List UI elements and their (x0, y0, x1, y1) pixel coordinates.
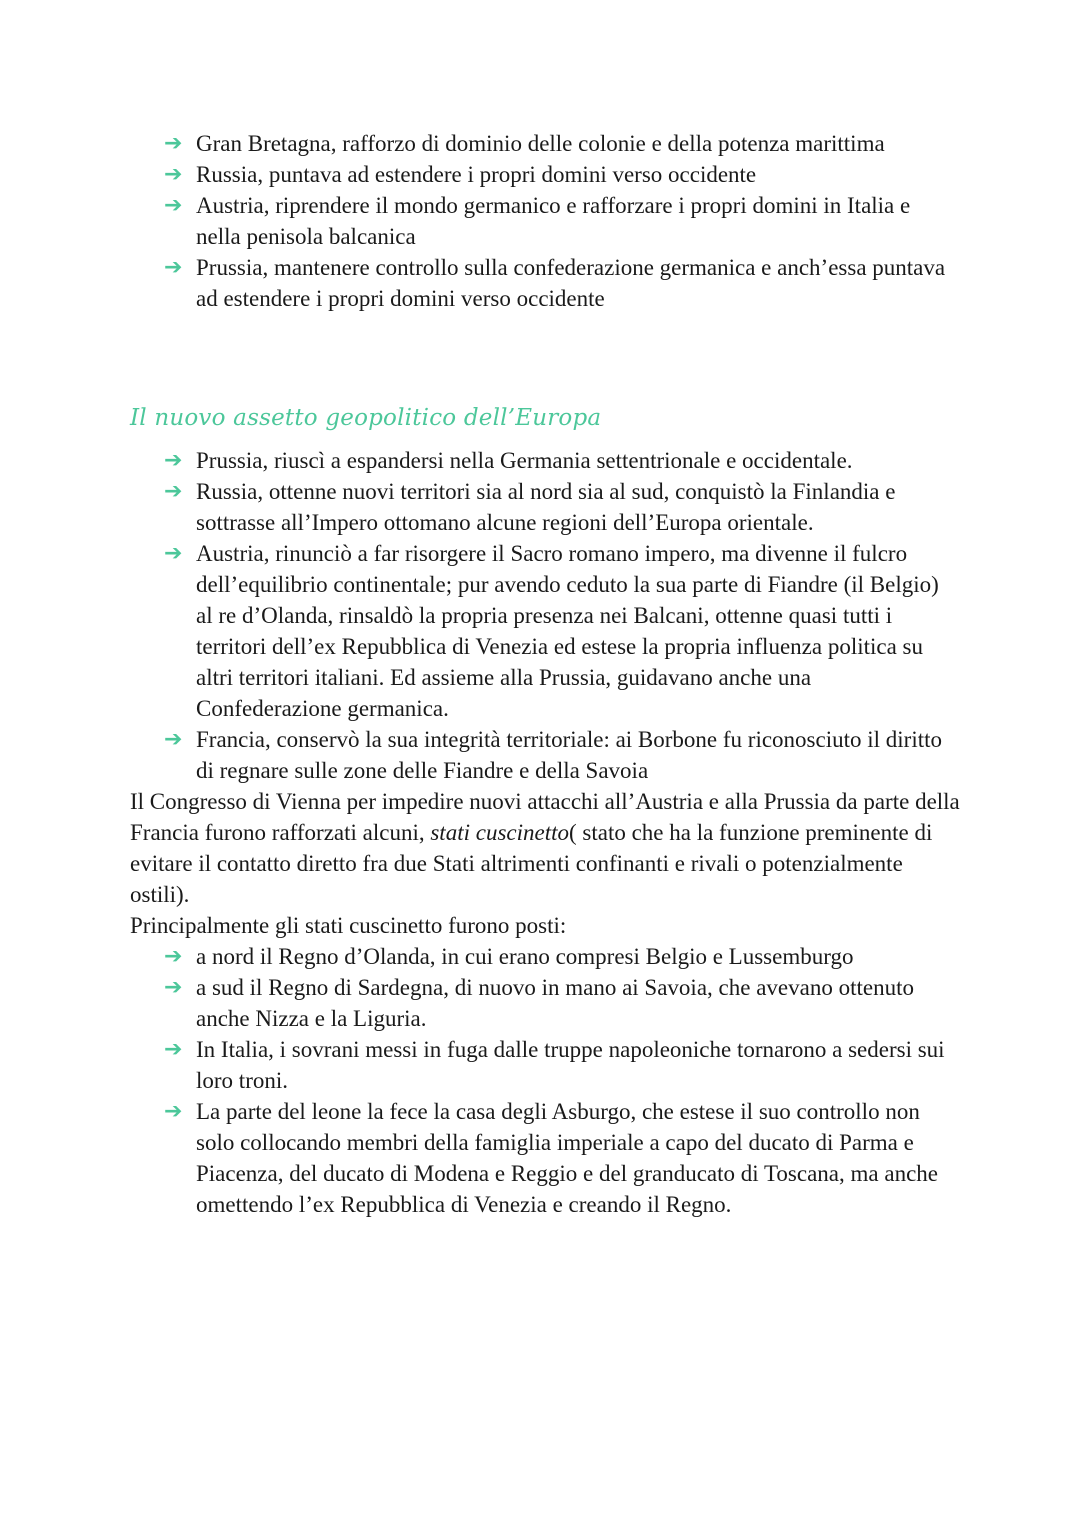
list-item-text: Prussia, mantenere controllo sulla confederazione germanica e anch’essa puntava ad estendere i propri domini verso occidente (196, 255, 946, 311)
arrow-bullet-icon: ➔ (164, 975, 183, 1000)
arrow-bullet-icon: ➔ (164, 944, 183, 969)
list-item (130, 538, 960, 724)
geopolitics-block (130, 445, 960, 1220)
list-item (130, 972, 960, 1034)
buffer-states-term: stati cuscinetto (430, 820, 569, 845)
list-item-text: In Italia, i sovrani messi in fuga dalle truppe napoleoniche tornarono a sedersi sui loro troni. (196, 1037, 945, 1093)
list-item-text: Prussia, riuscì a espandersi nella Germania settentrionale e occidentale. (196, 448, 853, 473)
list-item (130, 190, 960, 252)
arrow-bullet-icon: ➔ (164, 1037, 183, 1062)
paragraph-text: Il Congresso di Vienna per impedire nuovi attacchi all’Austria e alla Prussia da parte della Francia furono rafforzati alcuni, (130, 789, 960, 845)
list-item (130, 724, 960, 786)
list-item-text: a sud il Regno di Sardegna, di nuovo in mano ai Savoia, che avevano ottenuto anche Nizza e la Liguria. (196, 975, 914, 1031)
list-item (130, 252, 960, 314)
section-heading: Il nuovo assetto geopolitico dell’Europa (130, 405, 602, 431)
list-item (130, 1034, 960, 1096)
arrow-bullet-icon: ➔ (164, 727, 183, 752)
list-item-text: Francia, conservò la sua integrità territoriale: ai Borbone fu riconosciuto il diritto di regnare sulle zone delle Fiandre e della Savoia (196, 727, 942, 783)
list-item-text: La parte del leone la fece la casa degli Asburgo, che estese il suo controllo non solo collocando membri della famiglia imperiale a capo del ducato di Parma e Piacenza, del ducato di Modena e Reggio e del granducato di Toscana, ma anche omettendo l’ex Repubblica di Venezia e creando il Regno. (196, 1099, 938, 1217)
arrow-bullet-icon: ➔ (164, 448, 183, 473)
list-item-text: Russia, ottenne nuovi territori sia al nord sia al sud, conquistò la Finlandia e sottrasse all’Impero ottomano alcune regioni dell’Europa orientale. (196, 479, 896, 535)
list-item-text: a nord il Regno d’Olanda, in cui erano compresi Belgio e Lussemburgo (196, 944, 854, 969)
territories-list (130, 445, 960, 786)
buffer-states-paragraph (130, 786, 960, 910)
arrow-bullet-icon: ➔ (164, 1099, 183, 1124)
arrow-bullet-icon: ➔ (164, 479, 183, 504)
list-item-text: Gran Bretagna, rafforzo di dominio delle colonie e della potenza marittima (196, 131, 885, 156)
list-item-text: Austria, riprendere il mondo germanico e rafforzare i propri domini in Italia e nella penisola balcanica (196, 193, 911, 249)
arrow-bullet-icon: ➔ (164, 131, 183, 156)
buffer-states-intro: Principalmente gli stati cuscinetto furono posti: (130, 913, 567, 938)
powers-goals-list (130, 128, 960, 314)
powers-goals-block (130, 128, 960, 314)
arrow-bullet-icon: ➔ (164, 255, 183, 280)
list-item (130, 128, 960, 159)
list-item-text: Austria, rinunciò a far risorgere il Sacro romano impero, ma divenne il fulcro dell’equilibrio continentale; pur avendo ceduto la sua parte di Fiandre (il Belgio) al re d’Olanda, rinsaldò la propria presenza nei Balcani, ottenne quasi tutti i territori dell’ex Repubblica di Venezia ed estese la propria influenza politica su altri territori italiani. Ed assieme alla Prussia, guidavano anche una Confederazione germanica. (196, 541, 939, 721)
list-item (130, 159, 960, 190)
buffer-states-list (130, 941, 960, 1220)
arrow-bullet-icon: ➔ (164, 162, 183, 187)
paragraph-text: ( stato che ha la funzione preminente di evitare il contatto diretto fra due Stati altrimenti confinanti e rivali o potenzialmente ostili). (130, 820, 933, 907)
list-item (130, 941, 960, 972)
list-item-text: Russia, puntava ad estendere i propri domini verso occidente (196, 162, 757, 187)
arrow-bullet-icon: ➔ (164, 541, 183, 566)
list-item (130, 476, 960, 538)
arrow-bullet-icon: ➔ (164, 193, 183, 218)
list-item (130, 1096, 960, 1220)
list-item (130, 445, 960, 476)
